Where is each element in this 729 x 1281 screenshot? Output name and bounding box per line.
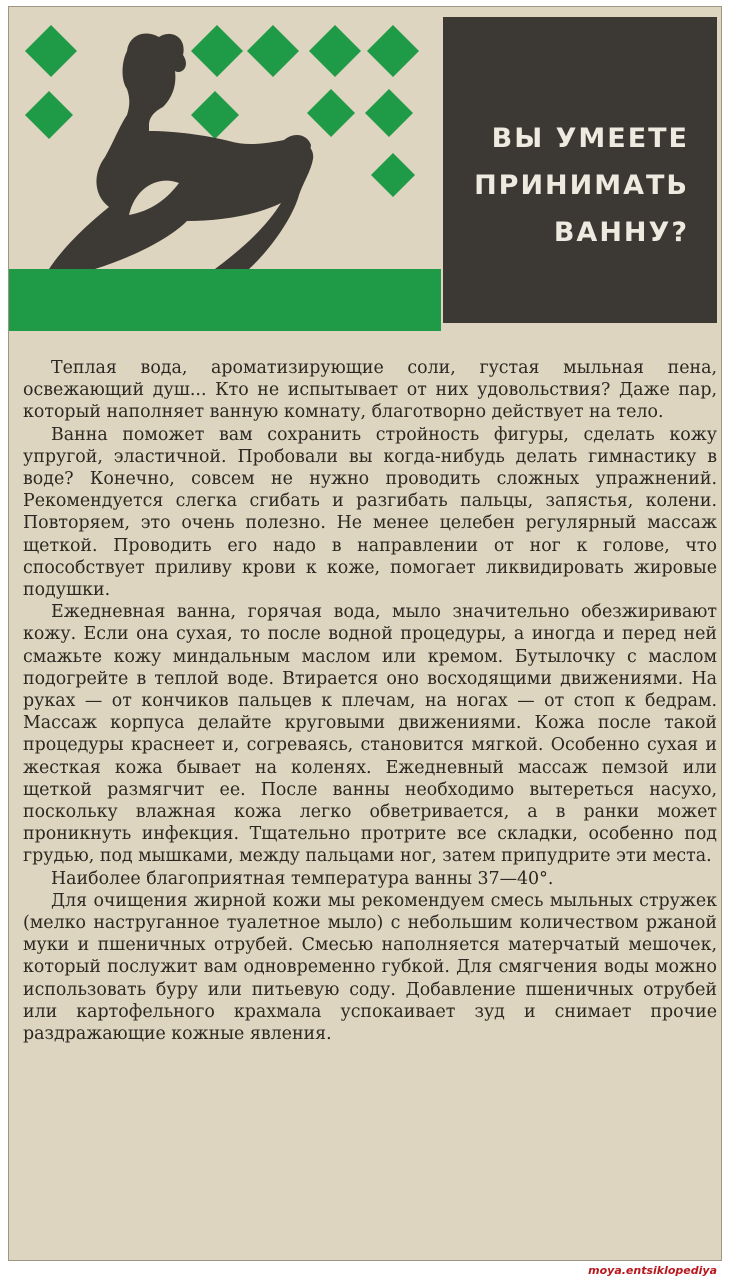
paragraph-1: Теплая вода, ароматизирующие соли, густая мыльная пена, освежающий душ... Кто не испытывает от них удовольствия? Даже пар, который наполняет ванную комнату, благотворно действует на тело. xyxy=(23,358,717,423)
article-title: ВЫ УМЕЕТЕ ПРИНИМАТЬ ВАННУ? xyxy=(474,123,689,248)
paragraph-4: Наиболее благоприятная температура ванны 37—40°. xyxy=(51,868,554,889)
bathing-woman-illustration xyxy=(9,7,441,331)
site-watermark: moya.entsiklopediya xyxy=(588,1264,717,1277)
diamond-8 xyxy=(307,89,355,137)
article-body xyxy=(23,357,717,1045)
diamond-5 xyxy=(309,25,361,77)
paragraph-3: Ежедневная ванна, горячая вода, мыло значительно обезжиривают кожу. Если она сухая, то после водной процедуры, а иногда и перед ней смажьте кожу миндальным маслом или кремом. Бутылочку с маслом подогрейте в теплой воде. Втирается оно восходящими движениями. На руках — от кончиков пальцев к плечам, на ногах — от стоп к бедрам. Массаж корпуса делайте круговыми движениями. Кожа после такой процедуры краснеет и, согреваясь, становится мягкой. Особенно сухая и жесткая кожа бывает на коленях. Ежедневный массаж пемзой или щеткой размягчит ее. После ванны необходимо вытереться насухо, поскольку влажная кожа легко обветривается, а в ранки может проникнуть инфекция. Тщательно протрите все складки, особенно под грудью, под мышками, между пальцами ног, затем припудрите эти места. xyxy=(23,602,717,867)
diamond-9 xyxy=(365,89,413,137)
diamond-3 xyxy=(191,25,243,77)
diamond-7 xyxy=(191,91,239,139)
diamond-10 xyxy=(371,153,415,197)
diamond-6 xyxy=(367,25,419,77)
title-box xyxy=(443,17,717,323)
newspaper-clipping xyxy=(8,6,722,1261)
diamond-1 xyxy=(25,25,77,77)
diamond-4 xyxy=(247,25,299,77)
paragraph-2: Ванна поможет вам сохранить стройность фигуры, сделать кожу упругой, эластичной. Пробовали вы когда-нибудь делать гимнастику в воде? Конечно, совсем не нужно проводить сложных упражнений. Рекомендуется слегка сгибать и разгибать пальцы, запястья, колени. Повторяем, это очень полезно. Не менее целебен регулярный массаж щеткой. Проводить его надо в направлении от ног к голове, что способствует приливу крови к коже, помогает ликвидировать жировые подушки. xyxy=(23,424,717,601)
paragraph-5: Для очищения жирной кожи мы рекомендуем смесь мыльных стружек (мелко наструганное туалетное мыло) с небольшим количеством ржаной муки и пшеничных отрубей. Смесью наполняется матерчатый мешочек, который послужит вам одновременно губкой. Для смягчения воды можно использовать буру или питьевую соду. Добавление пшеничных отрубей или картофельного крахмала успокаивает зуд и снимает прочие раздражающие кожные явления. xyxy=(23,890,717,1045)
article-header xyxy=(9,7,721,331)
green-bathtub xyxy=(9,269,441,331)
diamond-2 xyxy=(25,91,73,139)
